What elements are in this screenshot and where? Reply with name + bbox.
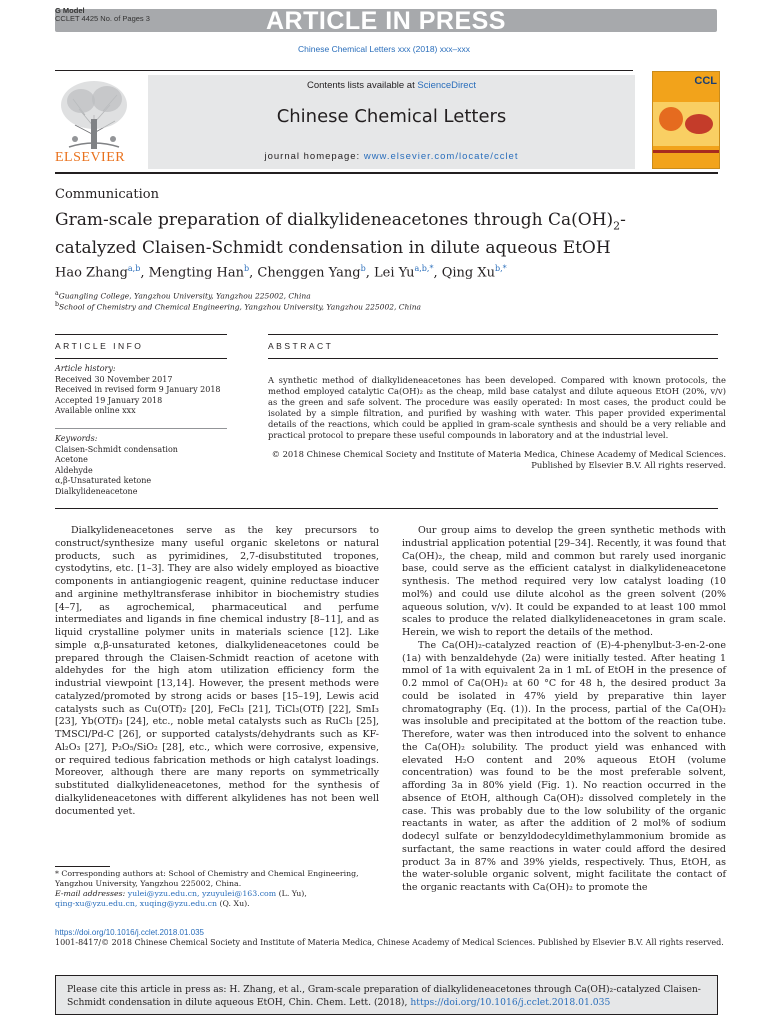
history-item: Available online xxx — [55, 406, 136, 415]
citation-doi-link[interactable]: https://doi.org/10.1016/j.cclet.2018.01.035 — [410, 996, 611, 1008]
keyword: Acetone — [55, 455, 88, 464]
body-paragraph: Dialkylideneacetones serve as the key precursors to construct/synthesize many useful organic skeletons or natural products, such as pyrimidines, 2,7-disubstituted tropones, cystodytins, etc. [1–3]. They are also widely employed as bioactive components in antiangiogenic reagent, quinine reductase inducer and arginine methyltransferase inhibitor in biochemistry studies [4–7], as agrochemical, pharmaceutical and perfume intermediates and ligands in fine chemical industry [8–11], and as liquid crystalline polymer units in materials science [12]. Like simple α,β-unsaturated ketones, dialkylideneacetones could be prepared through the Claisen-Schmidt reaction of acetone with aldehydes for the high atom utilization efficiency form the industrial viewpoint [13,14]. However, the present methods were catalyzed/promoted by strong acids or bases [15–19], Lewis acid catalysts such as Cu(OTf)₂ [20], FeCl₃ [21], TiCl₃(OTf) [22], SmI₃ [23], Yb(OTf)₃ [24], etc., noble metal catalysts such as RuCl₃ [25], TMSCl/Pd-C [26], or supported catalysts/dehydrants such as KF-Al₂O₃ [27], P₂O₅/SiO₂ [28], etc., which were corrosive, expensive, or required tedious fabrication methods or high catalyst loadings. Moreover, although there are many reports on symmetrically substituted dialkylideneacetones, method for the synthesis of dialkylideneacetones with different alkylidenes has not been well documented yet. — [55, 525, 379, 817]
footnote-rule — [55, 866, 110, 867]
header-top-rule — [55, 70, 633, 71]
journal-cover-thumbnail — [652, 71, 720, 169]
cover-title: CCL — [694, 75, 717, 87]
history-label: Article history: — [55, 364, 116, 373]
contents-available-line — [148, 80, 635, 91]
affiliation-a — [55, 290, 311, 301]
author-name[interactable]: Mengting Han — [148, 265, 244, 281]
keywords — [55, 434, 227, 497]
issn-copyright-line: 1001-8417/© 2018 Chinese Chemical Society and Institute of Materia Medica, Chinese Academy of Medical Sciences. Published by Elsevier B.V. All rights reserved. — [55, 938, 724, 947]
homepage-link[interactable]: www.elsevier.com/locate/cclet — [363, 151, 519, 162]
author-affiliation-mark[interactable]: b — [243, 264, 250, 273]
doi-link[interactable]: https://doi.org/10.1016/j.cclet.2018.01.035 — [55, 928, 204, 937]
email-label: E-mail addresses: — [55, 889, 128, 898]
g-model-label: G Model — [55, 6, 85, 15]
header-bottom-rule — [55, 172, 718, 174]
affiliation-mark: a — [55, 290, 59, 297]
affiliation-mark: b — [55, 301, 60, 308]
email-owner: (Q. Xu). — [217, 899, 250, 908]
affiliation-b — [55, 301, 421, 312]
history-item: Received in revised form 9 January 2018 — [55, 385, 221, 394]
article-info-heading: ARTICLE INFO — [55, 341, 144, 351]
citation-text — [67, 984, 713, 1009]
keyword: Aldehyde — [55, 465, 93, 475]
manuscript-info — [55, 7, 150, 23]
keyword: Claisen-Schmidt condensation — [55, 444, 178, 454]
keyword: α,β-Unsaturated ketone — [55, 476, 152, 485]
homepage-prefix: journal homepage: — [264, 151, 364, 162]
cover-art-shape — [659, 107, 683, 131]
cover-art-shape — [685, 114, 713, 134]
article-type: Communication — [55, 187, 159, 202]
keyword: Dialkylideneacetone — [55, 486, 138, 496]
cclet-label: CCLET 4425 No. of Pages 3 — [55, 14, 150, 23]
author-list: Hao Zhang$^{a,b}$, Mengting Han$^b$, Chenggen Yang$^b$, Lei $Yu^{a,b,*}$, Qing $Xu^{b,*}$ — [55, 264, 507, 281]
corresponding-footnote — [55, 869, 395, 909]
affiliation-text: School of Chemistry and Chemical Engineering, Yangzhou University, Yangzhou 225002, China — [59, 302, 422, 312]
corresponding-authors: * Corresponding authors at: School of Chemistry and Chemical Engineering, Yangzhou University, Yangzhou 225002, China. — [55, 869, 359, 888]
abstract-text: A synthetic method of dialkylideneacetones has been developed. Compared with known protocols, the method employed catalytic Ca(OH)₂ as the cheap, mild base catalyst and dilute aqueous EtOH (20%, v/v) as the green and safe solvent. The procedure was easily operated: In most cases, the product could be isolated by a simple filtration, and purified by washing with water. This paper provided experimental details of the reactions, which could be applied in gram-scale synthesis and should be a very reliable and practical protocol to prepare these useful compounds in laboratory and at the industrial level. — [268, 375, 726, 440]
body-left-column — [55, 525, 379, 818]
title-hyphen: - — [620, 210, 626, 230]
author-name[interactable]: Chenggen Yang — [257, 265, 361, 281]
article-info-top-rule — [55, 334, 227, 335]
elsevier-wordmark: ELSEVIER — [55, 150, 126, 165]
journal-homepage-line — [148, 151, 635, 162]
copyright-line: © 2018 Chinese Chemical Society and Institute of Materia Medica, Chinese Academy of Medical Sciences. — [271, 449, 726, 459]
abstract-heading: ABSTRACT — [268, 341, 334, 351]
author-affiliation-mark[interactable]: b,* — [495, 264, 507, 273]
keywords-label: Keywords: — [55, 434, 98, 443]
body-right-column — [402, 525, 726, 895]
author-affiliation-mark[interactable]: a,b — [127, 264, 141, 273]
history-item: Accepted 19 January 2018 — [55, 395, 163, 405]
title-line-2: catalyzed Claisen-Schmidt condensation in dilute aqueous EtOH — [55, 238, 611, 259]
article-in-press-label: ARTICLE IN PRESS — [266, 7, 506, 35]
author-name[interactable]: Hao Zhang — [55, 265, 128, 281]
author-name[interactable]: Lei Yu — [374, 265, 415, 281]
article-title — [55, 209, 695, 259]
author-affiliation-mark[interactable]: a,b,* — [414, 264, 434, 273]
affiliation-text: Guangling College, Yangzhou University, Yangzhou 225002, China — [58, 291, 311, 301]
contents-prefix: Contents lists available at — [307, 80, 418, 91]
sciencedirect-link[interactable]: ScienceDirect — [417, 80, 476, 91]
article-history — [55, 364, 227, 417]
abstract-copyright — [268, 449, 726, 471]
keywords-rule — [55, 428, 227, 429]
body-paragraph: Our group aims to develop the green synthetic methods with industrial application potential [29–34]. Recently, it was found that Ca(OH)₂, the cheap, mild and common but rarely used inorganic base, could serve as the efficient catalyst in dialkylideneacetone synthesis. The method required very low catalyst loading (10 mol%) and could use dilute alcohol as the green solvent (20% aqueous solution, v/v). It could be expanded to at least 100 mmol scales to produce the related dialkylideneacetones in gram scale. Herein, we wish to report the details of the method. — [402, 525, 726, 638]
journal-reference-link[interactable]: Chinese Chemical Letters xxx (2018) xxx–xxx — [298, 44, 470, 54]
body-paragraph: The Ca(OH)₂-catalyzed reaction of (E)-4-phenylbut-3-en-2-one (1a) with benzaldehyde (2a) were initially tested. After heating 1 mmol of 1a with equivalent 2a in 1 mL of EtOH in the presence of 0.2 mmol of Ca(OH)₂ at 60 °C for 48 h, the desired product 3a could be isolated in 47% yield by preparative thin layer chromatography (Eq. (1)). In the process, partial of the Ca(OH)₂ was insoluble and precipitated at the bottom of the reaction tube. Therefore, water was then introduced into the solvent to enhance the Ca(OH)₂ solubility. The product yield was enhanced with elevated H₂O content and 20% aqueous EtOH (volume concentration) was found to be the most preferable solvent, affording 3a in 80% yield (Fig. 1). No reaction occurred in the absence of EtOH, although Ca(OH)₂ dissolved completely in the case. This was probably due to the low solubility of the organic reactants in water, as after the addition of 2 mol% of sodium dodecyl sulfate or benzyldodecyldimethylammonium bromide as surfactant, the same reactions in water could afford the desired product 3a in 87% and 39% yields, respectively. Thus, EtOH, as the water-soluble organic solvent, might facilitate the contact of the organic reactants with Ca(OH)₂ to promote the — [402, 639, 726, 893]
email-link[interactable]: yulei@yzu.edu.cn, yzuyulei@163.com — [127, 889, 277, 898]
cover-rule — [653, 150, 719, 153]
history-item: Received 30 November 2017 — [55, 374, 173, 384]
article-info-rule — [55, 358, 227, 359]
title-line-1: Gram-scale preparation of dialkylideneacetones through Ca(OH) — [55, 210, 614, 230]
title-subscript: 2 — [613, 219, 621, 233]
copyright-line: Published by Elsevier B.V. All rights reserved. — [531, 460, 726, 470]
author-affiliation-mark[interactable]: b — [360, 264, 366, 273]
journal-name: Chinese Chemical Letters — [276, 106, 507, 127]
email-link[interactable]: qing-xu@yzu.edu.cn, xuqing@yzu.edu.cn — [55, 899, 218, 908]
front-matter-bottom-rule — [55, 508, 718, 509]
email-owner: (L. Yu), — [276, 889, 307, 898]
author-name[interactable]: Qing Xu — [441, 265, 495, 281]
abstract-rule — [268, 358, 718, 359]
citation-body: Please cite this article in press as: H. Zhang, et al., Gram-scale preparation of dialkylideneacetones through Ca(OH)₂-catalyzed Claisen-Schmidt condensation in dilute aqueous EtOH, Chin. Chem. Lett. (2018), — [67, 984, 701, 1008]
abstract-top-rule — [268, 334, 718, 335]
